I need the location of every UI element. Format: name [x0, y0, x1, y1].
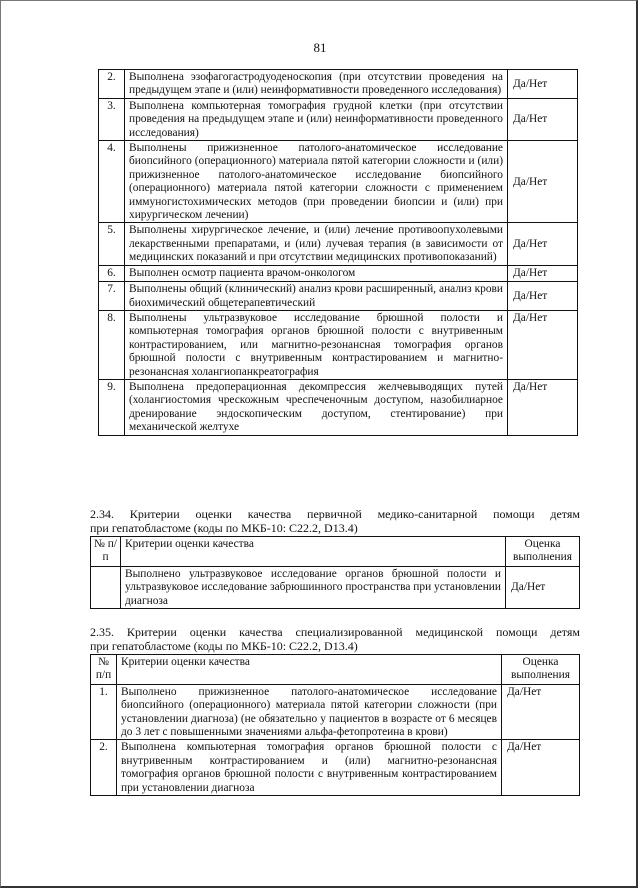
criterion-text: Выполнены прижизненное патолого-анатомическое исследование биопсийного (операционного) материала пятой категории сложности и (или) прижизненное патолого-анатомическое исследование биопсийного (операционного) материала пятой категории сложности с применением иммуногистохимических методов (при проведении биопсии и (или) при хирургическом лечении)	[125, 141, 508, 223]
table-row	[99, 70, 578, 99]
table-row	[99, 223, 578, 265]
criterion-result: Да/Нет	[508, 70, 578, 99]
criterion-text: Выполнена эзофагогастродуоденоскопия (при отсутствии проведения на предыдущем этапе и (или) неинформативности проведенного исследования)	[125, 70, 508, 99]
criteria-table-2-35	[90, 654, 580, 796]
table-row	[99, 98, 578, 140]
table-row	[99, 265, 578, 281]
row-number: 9.	[99, 379, 125, 435]
column-header-criteria: Критерии оценки качества	[117, 655, 502, 685]
criterion-text: Выполнена предоперационная декомпрессия желчевыводящих путей (холангиостомия чрескожным чреспеченочным доступом, назобилиарное дренирование эндоскопическим доступом, стентирование) при механической желтухе	[125, 379, 508, 435]
row-number: 7.	[99, 282, 125, 311]
criterion-result: Да/Нет	[508, 265, 578, 281]
section-2-35-heading-line2: при гепатобластоме (коды по МКБ-10: C22.2, D13.4)	[90, 639, 358, 653]
table-header-row	[91, 537, 580, 567]
criterion-text: Выполнены хирургическое лечение, и (или) лечение противоопухолевыми лекарственными препаратами, и (или) лучевая терапия (в зависимости от медицинских показаний и при отсутствии медицинских противопоказаний)	[125, 223, 508, 265]
row-number: 8.	[99, 310, 125, 379]
section-2-34-heading-line2: при гепатобластоме (коды по МКБ-10: C22.2, D13.4)	[90, 521, 358, 535]
table-row	[91, 740, 580, 796]
criterion-text: Выполнено ультразвуковое исследование органов брюшной полости и ультразвуковое исследование забрюшинного пространства при установлении диагноза	[121, 566, 506, 608]
criterion-text: Выполнена компьютерная томография грудной клетки (при отсутствии проведения на предыдущем этапе и (или) неинформативности проведенного исследования)	[125, 98, 508, 140]
row-number: 2.	[99, 70, 125, 99]
column-header-criteria: Критерии оценки качества	[121, 537, 506, 567]
row-number: 1.	[91, 684, 117, 740]
section-2-35-heading-line1: 2.35. Критерии оценки качества специализированной медицинской помощи детям	[90, 625, 580, 639]
criterion-result: Да/Нет	[506, 566, 580, 608]
criteria-table-2-34	[90, 536, 580, 609]
row-number: 6.	[99, 265, 125, 281]
row-number	[91, 566, 121, 608]
criterion-text: Выполнены ультразвуковое исследование брюшной полости и компьютерная томография органов брюшной полости с внутривенным контрастированием, или магнитно-резонансная томография органов брюшной полости с внутривенным контрастированием и магнитно-резонансная холангиопанкреатография	[125, 310, 508, 379]
column-header-result: Оценка выполнения	[502, 655, 580, 685]
criterion-text: Выполнена компьютерная томография органов брюшной полости с внутривенным контрастированием и (или) магнитно-резонансная томография органов брюшной полости с внутривенным контрастированием при установлении диагноза	[117, 740, 502, 796]
column-header-number: № п/п	[91, 537, 121, 567]
row-number: 2.	[91, 740, 117, 796]
criterion-text: Выполнено прижизненное патолого-анатомическое исследование биопсийного (операционного) материала пятой категории сложности (при установлении диагноза) (не обязательно у пациентов в возрасте от 6 месяцев до 3 лет с повышенными значениями альфа-фетопротеина в крови)	[117, 684, 502, 740]
column-header-result: Оценка выполнения	[506, 537, 580, 567]
table-row	[99, 282, 578, 311]
column-header-number: № п/п	[91, 655, 117, 685]
table-row	[99, 310, 578, 379]
page-number: 81	[313, 40, 327, 55]
section-2-34-heading-line1: 2.34. Критерии оценки качества первичной медико-санитарной помощи детям	[90, 507, 580, 521]
criteria-table-continued	[98, 69, 578, 436]
criterion-result: Да/Нет	[502, 684, 580, 740]
criterion-result: Да/Нет	[502, 740, 580, 796]
criterion-result: Да/Нет	[508, 98, 578, 140]
criterion-result: Да/Нет	[508, 282, 578, 311]
criterion-text: Выполнены общий (клинический) анализ крови расширенный, анализ крови биохимический общетерапевтический	[125, 282, 508, 311]
row-number: 3.	[99, 98, 125, 140]
table-row	[99, 141, 578, 223]
table-row	[99, 379, 578, 435]
table-row	[91, 566, 580, 608]
criterion-text: Выполнен осмотр пациента врачом-онкологом	[125, 265, 508, 281]
criterion-result: Да/Нет	[508, 379, 578, 435]
table-row	[91, 684, 580, 740]
row-number: 5.	[99, 223, 125, 265]
criterion-result: Да/Нет	[508, 223, 578, 265]
row-number: 4.	[99, 141, 125, 223]
criterion-result: Да/Нет	[508, 141, 578, 223]
criterion-result: Да/Нет	[508, 310, 578, 379]
table-header-row	[91, 655, 580, 685]
